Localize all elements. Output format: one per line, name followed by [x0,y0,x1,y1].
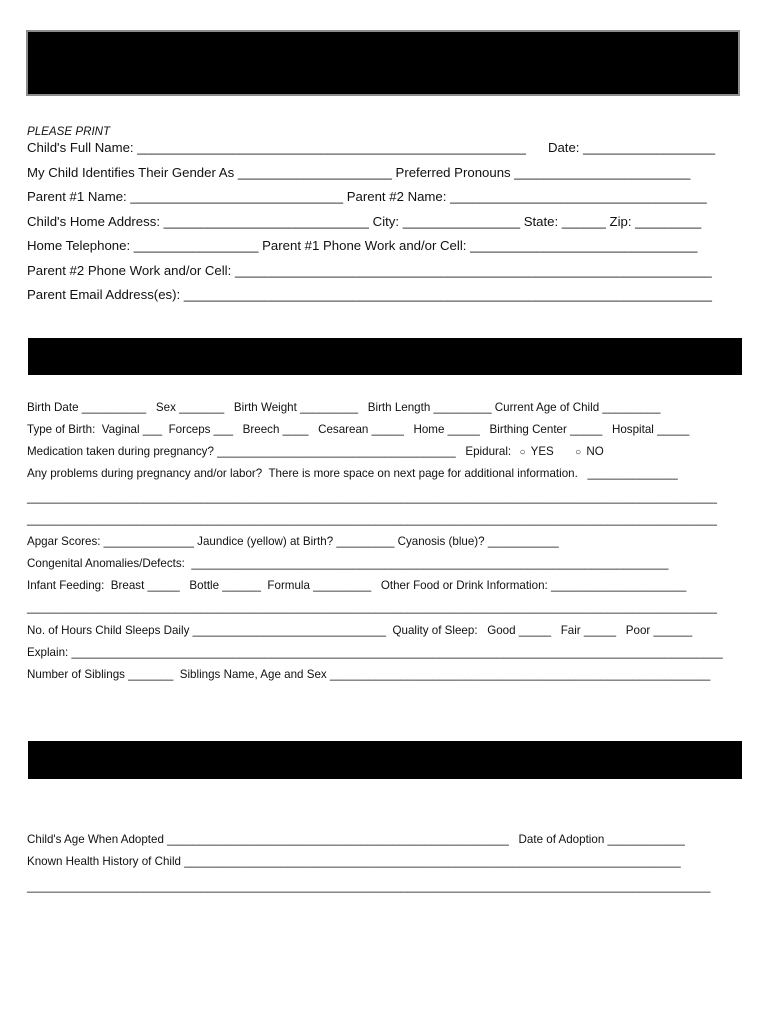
congenital-anomalies-field[interactable]: Congenital Anomalies/Defects: __________________________________________________________________________ [27,557,669,570]
section-bar-adoption [28,741,742,779]
epidural-no-label: NO [586,445,604,458]
birth-details-field[interactable]: Birth Date __________ Sex _______ Birth Weight _________ Birth Length _________ Current Age of Child _________ [27,401,661,414]
epidural-yes-radio[interactable]: ○ [519,447,526,458]
sleep-field[interactable]: No. of Hours Child Sleeps Daily ______________________________ Quality of Sleep: Good _____ Fair _____ Poor ______ [27,624,693,637]
please-print-note: PLEASE PRINT [27,125,111,138]
age-adopted-field[interactable]: Child's Age When Adopted _____________________________________________________ Date of Adoption ____________ [27,833,685,846]
medication-label: Medication taken during pregnancy? _____________________________________ Epidural: [27,445,512,458]
parent-email-field[interactable]: Parent Email Address(es): ________________________________________________________________________ [27,287,712,302]
health-history-field[interactable]: Known Health History of Child _____________________________________________________________________________ [27,855,681,868]
blank-line[interactable]: ___________________________________________________________________________________________________________ [27,513,717,526]
child-full-name-field[interactable]: Child's Full Name: _____________________________________________________ Date: __________________ [27,140,716,155]
section-bar-birth-history [28,338,742,375]
home-telephone-field[interactable]: Home Telephone: _________________ Parent #1 Phone Work and/or Cell: _______________________________ [27,238,698,253]
gender-pronouns-field[interactable]: My Child Identifies Their Gender As _____________________ Preferred Pronouns ________________________ [27,165,691,180]
header-title-bar [26,30,740,96]
explain-field[interactable]: Explain: _____________________________________________________________________________________________________ [27,646,723,659]
epidural-no-radio[interactable]: ○ [575,447,582,458]
parent-names-field[interactable]: Parent #1 Name: _____________________________ Parent #2 Name: ___________________________________ [27,189,707,204]
type-of-birth-field[interactable]: Type of Birth: Vaginal ___ Forceps ___ Breech ____ Cesarean _____ Home _____ Birthing Center _____ Hospital _____ [27,423,690,436]
epidural-yes-label: YES [530,445,554,458]
infant-feeding-field[interactable]: Infant Feeding: Breast _____ Bottle ______ Formula _________ Other Food or Drink Information: _____________________ [27,579,687,592]
pregnancy-problems-field[interactable]: Any problems during pregnancy and/or labor? There is more space on next page for additional information. ______________ [27,467,678,480]
home-address-field[interactable]: Child's Home Address: ____________________________ City: ________________ State: ______ Zip: _________ [27,214,702,229]
apgar-jaundice-cyanosis-field[interactable]: Apgar Scores: ______________ Jaundice (yellow) at Birth? _________ Cyanosis (blue)? ___________ [27,535,559,548]
parent2-phone-field[interactable]: Parent #2 Phone Work and/or Cell: _________________________________________________________________ [27,263,712,278]
medication-field[interactable] [27,445,604,458]
blank-line[interactable]: __________________________________________________________________________________________________________ [27,880,711,893]
blank-line[interactable]: ___________________________________________________________________________________________________________ [27,601,717,614]
blank-line[interactable]: ___________________________________________________________________________________________________________ [27,491,717,504]
siblings-field[interactable]: Number of Siblings _______ Siblings Name, Age and Sex ___________________________________________________________ [27,668,711,681]
